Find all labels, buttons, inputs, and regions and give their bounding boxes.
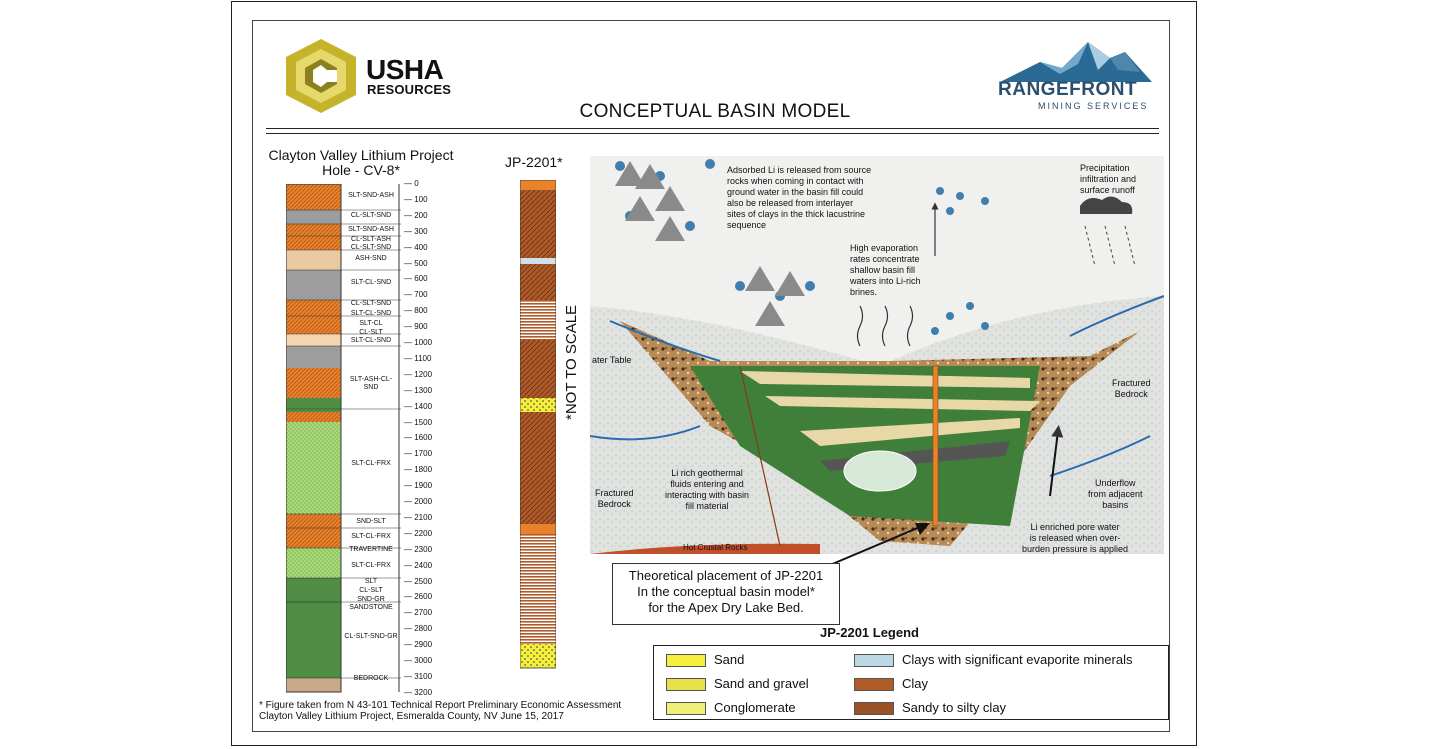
- fractured-bedrock-right: [1112, 378, 1151, 400]
- diagram-text-line: Bedrock: [597, 499, 631, 509]
- diagram-text-line: infiltration and: [1080, 174, 1137, 184]
- geothermal-text: [665, 468, 749, 512]
- diagram-text-line: rates concentrate: [850, 254, 920, 264]
- callout-line3: for the Apex Dry Lake Bed.: [648, 600, 804, 615]
- diagram-text-line: fill material: [685, 501, 729, 511]
- unit-label: CL-SLT-SND: [350, 243, 392, 251]
- diagram-text-line: sites of clays in the thick lacustrine: [727, 209, 866, 219]
- fractured-bedrock-left: [595, 488, 634, 510]
- callout-line2: In the conceptual basin model*: [637, 584, 815, 599]
- depth-tick: — 100: [404, 194, 428, 204]
- depth-tick: — 1200: [404, 369, 433, 379]
- depth-tick: — 2100: [404, 512, 433, 522]
- adsorbed-li-text: [727, 165, 871, 231]
- unit-label: CL-SLT-SND-GR: [344, 633, 398, 641]
- legend-swatch: [666, 678, 706, 691]
- diagram-text-line: Li rich geothermal: [671, 468, 743, 478]
- depth-tick: — 1500: [404, 417, 433, 427]
- log-title-line2: Hole - CV-8*: [322, 162, 400, 178]
- divider: [266, 128, 1159, 129]
- page-title: CONCEPTUAL BASIN MODEL: [579, 101, 851, 122]
- legend-label: Sand and gravel: [714, 676, 809, 691]
- depth-tick: — 1600: [404, 433, 433, 443]
- diagram-text-line: sequence: [727, 220, 767, 230]
- depth-tick: — 600: [404, 274, 428, 284]
- unit-label: BEDROCK: [353, 675, 389, 683]
- legend-label: Clay: [902, 676, 929, 691]
- depth-tick: — 1800: [404, 465, 433, 475]
- diagram-text-line: Li enriched pore water: [1030, 522, 1120, 532]
- legend-title: JP-2201 Legend: [820, 625, 919, 640]
- legend-swatch: [666, 702, 706, 715]
- diagram-text-line: surface runoff: [1080, 185, 1135, 195]
- depth-tick: — 2300: [404, 544, 433, 554]
- diagram-text-line: is released when over-: [1029, 533, 1121, 543]
- unit-label: SLT-CL-FRX: [351, 459, 391, 467]
- unit-label: SLT-CL: [359, 319, 383, 327]
- depth-tick: — 2400: [404, 560, 433, 570]
- depth-tick: — 3100: [404, 671, 433, 681]
- depth-tick: — 2000: [404, 497, 433, 506]
- unit-label: CL-SLT-SND: [350, 211, 392, 219]
- divider: [266, 133, 1159, 134]
- usha-name: USHA: [366, 54, 444, 85]
- unit-label: SLT-SND-ASH: [348, 226, 394, 234]
- unit-label: TRAVERTINE: [349, 545, 393, 553]
- jp-title: JP-2201*: [505, 154, 563, 170]
- depth-tick: — 1000: [404, 338, 433, 347]
- unit-label: CL-SLT-SND: [350, 300, 392, 308]
- unit-label: SLT-ASH-CL-SND: [349, 375, 393, 391]
- legend-swatch: [854, 702, 894, 715]
- legend-label: Clays with significant evaporite minerals: [902, 652, 1133, 667]
- rangefront-sub: MINING SERVICES: [1038, 101, 1149, 111]
- footnote: [259, 700, 621, 722]
- depth-tick: — 400: [404, 242, 428, 252]
- diagram-text-line: Precipitation: [1080, 163, 1130, 173]
- water-table-label: ater Table: [592, 355, 632, 365]
- depth-tick: — 700: [404, 290, 428, 300]
- diagram-text-line: brines.: [850, 287, 878, 297]
- legend-swatch: [854, 654, 894, 667]
- unit-label: CL-SLT: [359, 587, 383, 595]
- callout-line1: Theoretical placement of JP-2201: [628, 568, 824, 583]
- rangefront-name: RANGEFRONT: [998, 79, 1138, 100]
- diagram-text-line: waters into Li-rich: [850, 276, 921, 286]
- unit-label: SLT-CL-SND: [350, 337, 392, 345]
- depth-tick: — 1700: [404, 449, 433, 459]
- diagram-text-line: also be released from interlayer: [727, 198, 854, 208]
- diagram-text-line: basins: [1102, 500, 1129, 510]
- depth-tick: — 0: [404, 179, 419, 188]
- diagram-text-line: from adjacent: [1088, 489, 1143, 499]
- underflow-text: [1088, 478, 1143, 511]
- depth-tick: — 2800: [404, 624, 433, 634]
- unit-label: ASH-SND: [355, 254, 387, 262]
- unit-label: SLT-CL-FRX: [351, 561, 391, 569]
- depth-tick: — 2200: [404, 528, 433, 538]
- pore-water-text: [1022, 522, 1128, 555]
- jp-2201-log: [520, 180, 556, 670]
- depth-tick: — 3000: [404, 656, 433, 665]
- depth-tick: — 900: [404, 322, 428, 332]
- depth-tick: — 200: [404, 210, 428, 220]
- mountain-logo-icon: [1000, 40, 1152, 82]
- diagram-text-line: Fractured: [1112, 378, 1151, 388]
- depth-tick: — 800: [404, 306, 428, 316]
- depth-tick: — 1300: [404, 385, 433, 395]
- hot-rocks-label: Hot Crustal Rocks: [683, 543, 748, 552]
- footnote-line1: * Figure taken from N 43-101 Technical Report Preliminary Economic Assessment: [259, 700, 622, 711]
- diagram-text-line: Fractured: [595, 488, 634, 498]
- depth-tick: — 1100: [404, 353, 432, 363]
- depth-tick: — 500: [404, 258, 428, 268]
- diagram-text-line: burden pressure is applied: [1022, 544, 1129, 554]
- depth-tick: — 2600: [404, 592, 433, 602]
- legend-label: Conglomerate: [714, 700, 796, 715]
- unit-label: SLT: [364, 577, 378, 585]
- unit-label: SND-GR: [357, 595, 385, 603]
- unit-label: SLT-SND-ASH: [348, 191, 394, 199]
- unit-label: SLT-CL-SND: [350, 278, 392, 286]
- diagram-text-line: Adsorbed Li is released from source: [727, 165, 872, 175]
- depth-tick: — 300: [404, 226, 428, 236]
- legend-swatch: [666, 654, 706, 667]
- legend-label: Sand: [714, 652, 745, 667]
- depth-tick: — 2900: [404, 640, 433, 650]
- unit-label: SLT-CL-SND: [350, 310, 392, 318]
- diagram-text-line: fluids entering and: [670, 479, 744, 489]
- legend-swatch: [854, 678, 894, 691]
- diagram-text-line: ground water in the basin fill could: [727, 187, 864, 197]
- placement-callout: [612, 563, 840, 625]
- depth-tick: — 2700: [404, 608, 433, 618]
- diagram-text-line: Bedrock: [1114, 389, 1148, 399]
- diagram-text-line: High evaporation: [850, 243, 919, 253]
- evaporation-text: [850, 243, 921, 298]
- precipitation-text: [1080, 163, 1136, 196]
- unit-label: SND-SLT: [356, 517, 386, 525]
- log-title: [256, 148, 466, 178]
- legend: [653, 645, 1169, 720]
- depth-tick: — 1400: [404, 401, 433, 411]
- unit-label: CL-SLT-ASH: [351, 235, 391, 243]
- log-title-line1: Clayton Valley Lithium Project: [268, 147, 454, 163]
- footnote-line2: Clayton Valley Lithium Project, Esmeralda County, NV June 15, 2017: [259, 711, 564, 722]
- unit-label: SLT-CL-FRX: [351, 532, 391, 540]
- depth-tick: — 2500: [404, 576, 433, 586]
- legend-label: Sandy to silty clay: [902, 700, 1007, 715]
- diagram-text-line: shallow basin fill: [850, 265, 916, 275]
- diagram-text-line: Underflow: [1095, 478, 1136, 488]
- diagram-text-line: interacting with basin: [665, 490, 750, 500]
- diagram-text-line: rocks when coming in contact with: [727, 176, 864, 186]
- usha-sub: RESOURCES: [367, 82, 452, 97]
- depth-tick: — 1900: [404, 481, 433, 491]
- usha-logo-icon: [283, 37, 359, 115]
- depth-tick: — 3200: [404, 687, 433, 697]
- unit-label: CL-SLT: [359, 328, 383, 336]
- not-to-scale-label: *NOT TO SCALE: [563, 304, 580, 420]
- unit-label: SANDSTONE: [349, 603, 393, 611]
